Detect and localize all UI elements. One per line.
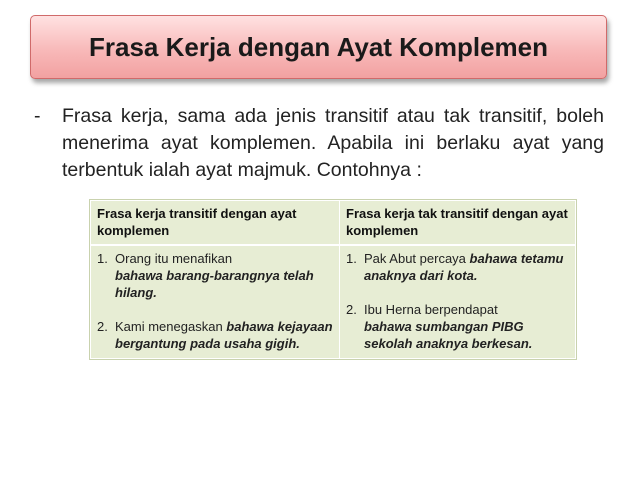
example-plain-text: Orang itu menafikan <box>115 251 233 266</box>
table-header-transitive: Frasa kerja transitif dengan ayat komplemen <box>91 201 340 246</box>
list-item <box>97 250 333 301</box>
item-number: 2. <box>346 302 357 317</box>
bullet-text: Frasa kerja, sama ada jenis transitif atau tak transitif, boleh menerima ayat komplemen. Apabila ini berlaku ayat yang terbentuk ialah ayat majmuk. Contohnya : <box>62 105 604 181</box>
item-number: 2. <box>97 319 108 334</box>
example-plain-text: Pak Abut percaya <box>364 251 466 266</box>
table-header-intransitive: Frasa kerja tak transitif dengan ayat komplemen <box>340 201 576 246</box>
example-complement: bahawa barang-barangnya telah hilang. <box>115 268 314 300</box>
example-complement: bahawa <box>469 251 518 266</box>
example-plain-text: Kami menegaskan <box>115 319 223 334</box>
example-complement: bahawa sumbangan PIBG sekolah anaknya berkesan. <box>364 319 533 351</box>
item-number: 1. <box>97 251 108 266</box>
example-complement-rest: tetamu anaknya dari kota. <box>364 251 564 283</box>
list-item <box>97 318 333 352</box>
item-number: 1. <box>346 251 357 266</box>
page-title: Frasa Kerja dengan Ayat Komplemen <box>89 31 548 62</box>
intransitive-examples-cell <box>340 245 576 359</box>
table-header-row <box>91 201 576 246</box>
example-plain-text: Ibu Herna berpendapat <box>364 302 498 317</box>
examples-table <box>90 200 576 359</box>
bullet-dash: - <box>34 105 41 127</box>
example-complement: bahawa kejayaan bergantung pada usaha gigih. <box>115 319 333 351</box>
title-banner <box>30 15 607 79</box>
list-item <box>346 250 569 284</box>
list-item <box>346 301 569 352</box>
transitive-examples-cell <box>91 245 340 359</box>
table-row <box>91 245 576 359</box>
bullet-paragraph <box>34 103 604 184</box>
